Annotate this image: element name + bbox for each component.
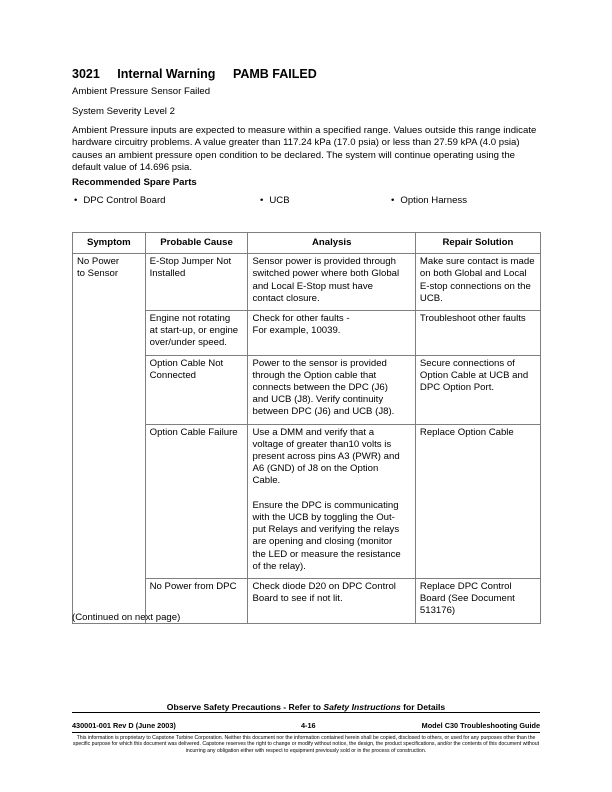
spare-parts-heading: Recommended Spare Parts xyxy=(72,177,197,188)
analysis-cell: Check for other faults - For example, 10039. xyxy=(248,311,415,356)
guide-title: Model C30 Troubleshooting Guide xyxy=(421,721,540,730)
safety-prefix: Observe Safety Precautions - Refer to xyxy=(166,702,324,712)
fault-name: PAMB FAILED xyxy=(232,67,317,81)
cause-cell: Engine not rotating at start-up, or engine over/under speed. xyxy=(145,311,248,356)
page-title xyxy=(72,67,331,81)
troubleshooting-table xyxy=(72,232,541,624)
fault-code: 3021 xyxy=(72,67,100,81)
safety-suffix: for Details xyxy=(400,702,446,712)
column-header-repair-solution: Repair Solution xyxy=(415,233,540,254)
column-header-analysis: Analysis xyxy=(248,233,415,254)
repair-cell: Replace Option Cable xyxy=(415,424,540,578)
repair-cell: Secure connections of Option Cable at UCB and DPC Option Port. xyxy=(415,355,540,424)
symptom-cell: No Power to Sensor xyxy=(73,254,146,623)
spare-part-item: • Option Harness xyxy=(391,195,467,206)
spare-part-item: • UCB xyxy=(260,195,290,206)
spare-part-item: • DPC Control Board xyxy=(74,195,165,206)
fault-description: Ambient Pressure inputs are expected to measure within a specified range. Values outside this range indicate hardware circuitry problems. A value greater than 117.24 kPa (17.0 psia) or less than 27.59 kPA (4.0 psia) causes an ambient pressure open condition to be declared. The system will continue operating using the default value of 14.696 psia. xyxy=(72,125,537,174)
cause-cell: No Power from DPC xyxy=(145,579,248,624)
safety-notice xyxy=(72,702,540,712)
analysis-cell: Use a DMM and verify that a voltage of greater than10 volts is present across pins A3 (PWR) and A6 (GND) of J8 on the Option Cable. Ensure the DPC is communicating with the UCB by toggling the Out- put Relays and verifying the relays are opening and closing (monitor the LED or measure the resistance of the relay). xyxy=(248,424,415,578)
cause-cell: E-Stop Jumper Not Installed xyxy=(145,254,248,311)
analysis-cell: Sensor power is provided through switched power where both Global and Local E-Stop must have contact closure. xyxy=(248,254,415,311)
continued-note: (Continued on next page) xyxy=(72,612,181,623)
safety-instructions-emphasis: Safety Instructions xyxy=(323,702,401,712)
fault-type: Internal Warning xyxy=(117,67,216,81)
column-header-probable-cause: Probable Cause xyxy=(145,233,248,254)
analysis-cell: Check diode D20 on DPC Control Board to see if not lit. xyxy=(248,579,415,624)
column-header-symptom: Symptom xyxy=(73,233,146,254)
cause-cell: Option Cable Failure xyxy=(145,424,248,578)
analysis-cell: Power to the sensor is provided through the Option cable that connects between the DPC (J6) and UCB (J8). Verify continuity between DPC (J6) and UCB (J8). xyxy=(248,355,415,424)
footer-divider xyxy=(72,712,540,713)
severity-level: System Severity Level 2 xyxy=(72,106,175,117)
repair-cell: Troubleshoot other faults xyxy=(415,311,540,356)
repair-cell: Make sure contact is made on both Global and Local E-stop connections on the UCB. xyxy=(415,254,540,311)
cause-cell: Option Cable Not Connected xyxy=(145,355,248,424)
footer-divider xyxy=(72,732,540,733)
table-row xyxy=(73,254,541,311)
document-id: 430001-001 Rev D (June 2003) xyxy=(72,721,176,730)
page-number: 4-16 xyxy=(301,721,316,730)
table-header-row xyxy=(73,233,541,254)
proprietary-disclaimer: This information is proprietary to Capstone Turbine Corporation. Neither this document nor the information contained herein shall be copied, disclosed to others, or used for any purposes other than the specific purpose for which this document was delivered. Capstone reserves the right to change or modify without notice, the design, the product specifications, and/or the contents of this document without incurring any obligation either with respect to equipment previously sold or in the process of construction. xyxy=(72,735,540,754)
repair-cell: Replace DPC Control Board (See Document 513176) xyxy=(415,579,540,624)
fault-subtitle: Ambient Pressure Sensor Failed xyxy=(72,86,211,97)
